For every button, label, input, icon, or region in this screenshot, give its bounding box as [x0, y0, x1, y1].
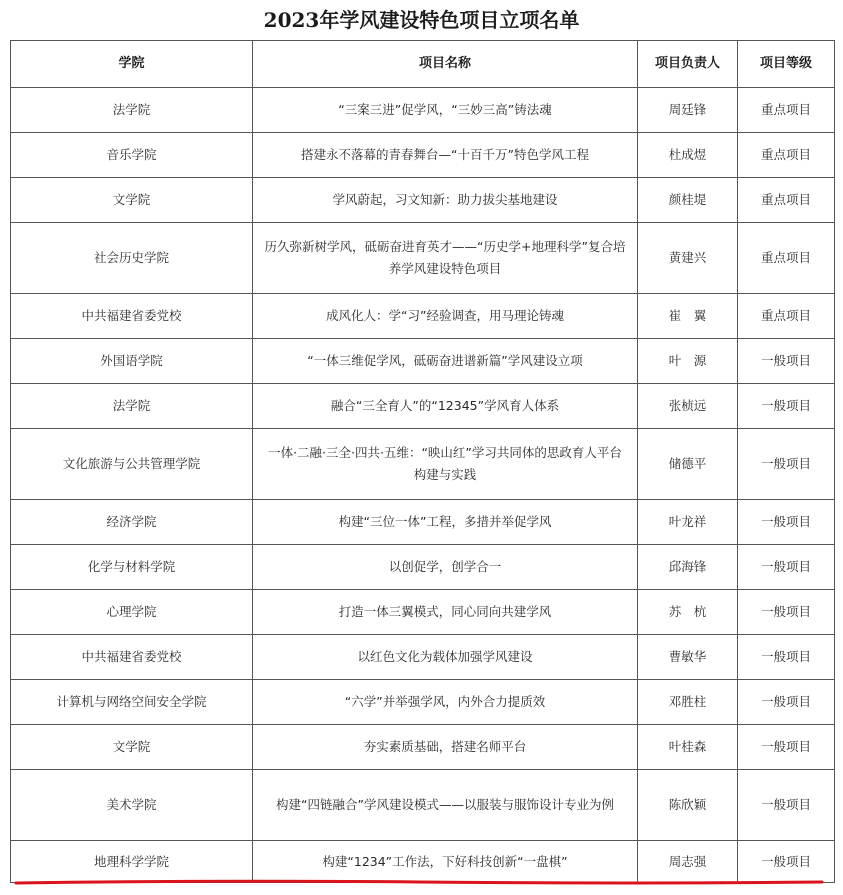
cell-college: 经济学院 [11, 500, 253, 545]
cell-college: 法学院 [11, 88, 253, 133]
cell-college: 法学院 [11, 384, 253, 429]
cell-level: 重点项目 [738, 294, 835, 339]
cell-college: 中共福建省委党校 [11, 635, 253, 680]
cell-leader: 叶龙祥 [638, 500, 738, 545]
cell-project-name: 搭建永不落幕的青春舞台—“十百千万”特色学风工程 [253, 133, 638, 178]
cell-level: 重点项目 [738, 133, 835, 178]
cell-project-name: 打造一体三翼模式，同心同向共建学风 [253, 590, 638, 635]
cell-project-name: 构建“四链融合”学风建设模式——以服装与服饰设计专业为例 [253, 770, 638, 841]
table-row [11, 133, 835, 178]
cell-college: 文化旅游与公共管理学院 [11, 429, 253, 500]
cell-leader: 邓胜柱 [638, 680, 738, 725]
cell-college: 文学院 [11, 178, 253, 223]
cell-leader: 邱海锋 [638, 545, 738, 590]
project-list-table [10, 40, 835, 883]
cell-leader: 储德平 [638, 429, 738, 500]
cell-college: 音乐学院 [11, 133, 253, 178]
table-row [11, 339, 835, 384]
table-row [11, 545, 835, 590]
cell-project-name: “一体三维促学风，砥砺奋进谱新篇”学风建设立项 [253, 339, 638, 384]
cell-level: 一般项目 [738, 725, 835, 770]
table-header-row [11, 41, 835, 88]
cell-project-name: “六学”并举强学风，内外合力提质效 [253, 680, 638, 725]
cell-level: 一般项目 [738, 590, 835, 635]
table-row [11, 429, 835, 500]
table-row [11, 88, 835, 133]
table-row [11, 223, 835, 294]
cell-project-name: 历久弥新树学风，砥砺奋进育英才——“历史学+地理科学”复合培养学风建设特色项目 [253, 223, 638, 294]
cell-leader: 周廷锋 [638, 88, 738, 133]
table-row [11, 178, 835, 223]
cell-project-name: 一体·二融·三全·四共·五维：“映山红”学习共同体的思政育人平台构建与实践 [253, 429, 638, 500]
cell-leader: 曹敏华 [638, 635, 738, 680]
header-project-level: 项目等级 [738, 41, 835, 88]
table-row [11, 384, 835, 429]
cell-college: 美术学院 [11, 770, 253, 841]
red-underline-mark [14, 879, 824, 886]
cell-leader: 叶桂森 [638, 725, 738, 770]
cell-level: 重点项目 [738, 223, 835, 294]
table-row [11, 500, 835, 545]
cell-leader: 崔 翼 [638, 294, 738, 339]
cell-leader: 杜成煜 [638, 133, 738, 178]
cell-level: 一般项目 [738, 384, 835, 429]
cell-leader: 陈欣颖 [638, 770, 738, 841]
header-project-leader: 项目负责人 [638, 41, 738, 88]
table-row [11, 725, 835, 770]
document-title: 2023年学风建设特色项目立项名单 [263, 8, 580, 32]
cell-college: 地理科学学院 [11, 841, 253, 883]
cell-level: 重点项目 [738, 178, 835, 223]
cell-leader: 张桢远 [638, 384, 738, 429]
cell-level: 一般项目 [738, 841, 835, 883]
header-college: 学院 [11, 41, 253, 88]
table-row [11, 590, 835, 635]
cell-project-name: 以创促学，创学合一 [253, 545, 638, 590]
cell-level: 一般项目 [738, 680, 835, 725]
cell-college: 心理学院 [11, 590, 253, 635]
cell-college: 化学与材料学院 [11, 545, 253, 590]
cell-level: 一般项目 [738, 770, 835, 841]
cell-project-name: 融合“三全育人”的“12345”学风育人体系 [253, 384, 638, 429]
cell-college: 社会历史学院 [11, 223, 253, 294]
cell-leader: 叶 源 [638, 339, 738, 384]
cell-project-name: 夯实素质基础，搭建名师平台 [253, 725, 638, 770]
table-row [11, 294, 835, 339]
cell-college: 计算机与网络空间安全学院 [11, 680, 253, 725]
cell-leader: 苏 杭 [638, 590, 738, 635]
cell-project-name: 构建“1234”工作法，下好科技创新“一盘棋” [253, 841, 638, 883]
cell-leader: 周志强 [638, 841, 738, 883]
cell-college: 文学院 [11, 725, 253, 770]
cell-level: 重点项目 [738, 88, 835, 133]
table-row [11, 841, 835, 883]
cell-leader: 颜桂堤 [638, 178, 738, 223]
cell-project-name: 以红色文化为载体加强学风建设 [253, 635, 638, 680]
table-row [11, 770, 835, 841]
cell-level: 一般项目 [738, 500, 835, 545]
cell-level: 一般项目 [738, 429, 835, 500]
cell-level: 一般项目 [738, 339, 835, 384]
cell-project-name: 成风化人：学“习”经验调查，用马理论铸魂 [253, 294, 638, 339]
cell-project-name: 构建“三位一体”工程，多措并举促学风 [253, 500, 638, 545]
cell-level: 一般项目 [738, 545, 835, 590]
cell-college: 外国语学院 [11, 339, 253, 384]
cell-college: 中共福建省委党校 [11, 294, 253, 339]
cell-leader: 黄建兴 [638, 223, 738, 294]
cell-project-name: “三案三进”促学风，“三妙三高”铸法魂 [253, 88, 638, 133]
header-project-name: 项目名称 [253, 41, 638, 88]
table-row [11, 635, 835, 680]
cell-level: 一般项目 [738, 635, 835, 680]
cell-project-name: 学风蔚起，习文知新：助力拔尖基地建设 [253, 178, 638, 223]
table-row [11, 680, 835, 725]
